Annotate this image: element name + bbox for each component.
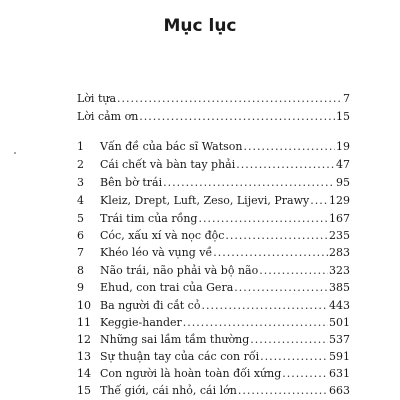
chapter-page: 385 [329,281,350,294]
entry-label: Lời cảm ơn [77,110,139,123]
leader-dots [236,157,335,173]
chapter-title: Con người là hoàn toàn đối xứng [100,367,282,380]
chapter-number: 15 [77,384,91,397]
toc-chapter-entry [77,332,350,348]
chapter-page: 235 [329,229,350,242]
chapter-title: Não trái, não phải và bộ não [100,264,259,277]
chapter-page: 129 [329,194,350,207]
chapter-title: Cái chết và bàn tay phải [100,158,236,171]
chapter-title: Sự thuận tay của các con rối [100,350,260,363]
chapter-number: 8 [77,264,84,277]
chapter-page: 95 [336,176,350,189]
toc-chapter-entry [77,349,350,365]
leader-dots [250,332,328,348]
chapter-number: 14 [77,367,91,380]
toc-front-entry-preface [77,91,350,107]
chapter-number: 4 [77,194,84,207]
chapter-title: Những sai lầm tầm thường [100,333,250,346]
chapter-page: 167 [329,212,350,225]
toc-chapter-entry [77,139,350,155]
leader-dots [243,139,335,155]
chapter-number: 9 [77,281,84,294]
chapter-number: 6 [77,229,84,242]
leader-dots [139,109,335,125]
chapter-page: 501 [329,316,350,329]
chapter-title: Thế giới, cái nhỏ, cái lớn [100,384,237,397]
chapter-page: 631 [329,367,350,380]
leader-dots [163,175,335,191]
chapter-title: Khéo léo và vụng về [100,246,213,259]
leader-dots [213,245,328,261]
toc-chapter-entry [77,315,350,331]
chapter-page: 47 [336,158,350,171]
chapter-page: 537 [329,333,350,346]
toc-chapter-entry [77,175,350,191]
chapter-number: 5 [77,212,84,225]
chapter-page: 591 [329,350,350,363]
chapter-page: 663 [329,384,350,397]
chapter-title: Keggie-hander [100,316,182,329]
chapter-title: Bên bờ trái [100,176,163,189]
leader-dots [282,366,328,382]
leader-dots [183,315,328,331]
leader-dots [201,298,328,314]
leader-dots [225,228,328,244]
chapter-number: 12 [77,333,91,346]
toc-chapter-entry [77,298,350,314]
chapter-title: Ba người đi cắt cỏ [100,299,201,312]
chapter-number: 3 [77,176,84,189]
toc-chapter-entry [77,263,350,279]
toc-chapter-entry [77,193,350,209]
toc-chapter-entry [77,211,350,227]
toc-chapter-entry [77,228,350,244]
toc-chapter-entry [77,157,350,173]
entry-page: 15 [336,110,350,123]
leader-dots [238,383,328,399]
leader-dots [259,263,328,279]
toc-chapter-entry [77,383,350,399]
chapter-number: 13 [77,350,91,363]
leader-dots [117,91,342,107]
chapter-number: 1 [77,140,84,153]
chapter-page: 19 [336,140,350,153]
leader-dots [234,280,328,296]
chapter-number: 10 [77,299,91,312]
toc-title: Mục lục [163,16,237,36]
leader-dots [260,349,328,365]
chapter-number: 7 [77,246,84,259]
chapter-title: Ehud, con trai của Gera [100,281,234,294]
chapter-number: 11 [77,316,91,329]
chapter-title: Kleiz, Drept, Luft, Zeso, Lijevi, Prawy [100,194,310,207]
toc-chapter-entry [77,245,350,261]
chapter-title: Trái tim của rồng [100,212,198,225]
entry-page: 7 [343,92,350,105]
chapter-page: 443 [329,299,350,312]
leader-dots [310,193,328,209]
stray-mark [14,152,16,154]
toc-front-entry-acknowledgements [77,109,350,125]
chapter-page: 323 [329,264,350,277]
chapter-page: 283 [329,246,350,259]
toc-chapter-entry [77,366,350,382]
chapter-title: Vấn đề của bác sĩ Watson [100,140,243,153]
toc-chapter-entry [77,280,350,296]
chapter-number: 2 [77,158,84,171]
chapter-title: Cóc, xấu xí và nọc độc [100,229,225,242]
leader-dots [198,211,328,227]
entry-label: Lời tựa [77,92,117,105]
